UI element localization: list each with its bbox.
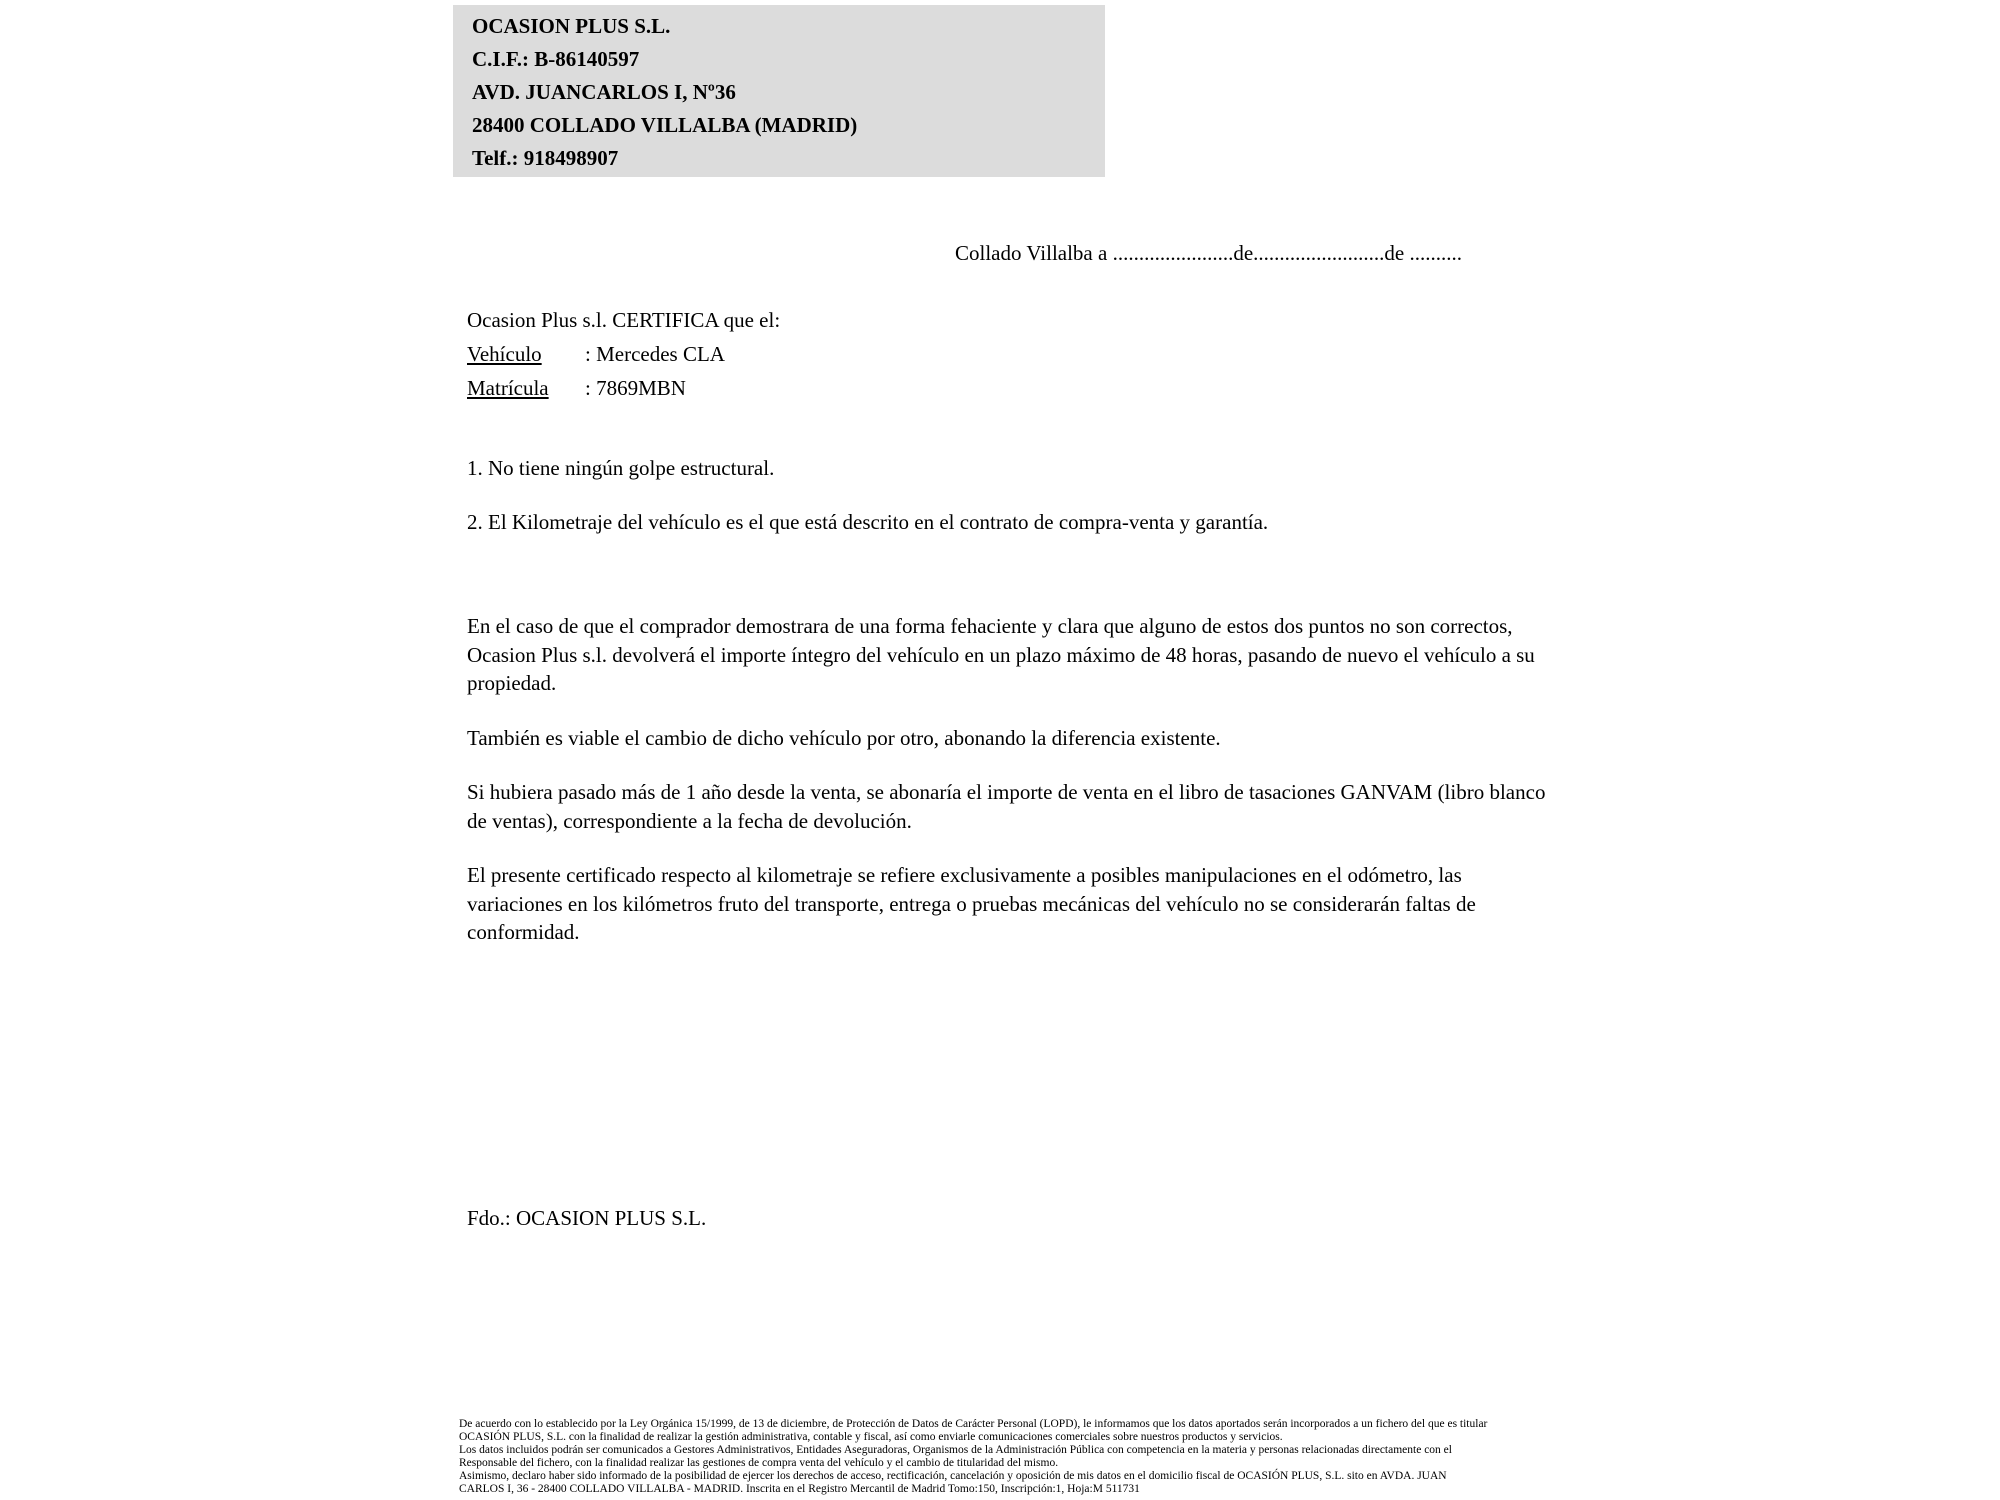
certify-intro: Ocasion Plus s.l. CERTIFICA que el: — [467, 308, 781, 332]
company-address: AVD. JUANCARLOS I, Nº36 — [472, 80, 736, 104]
paragraph-exchange: También es viable el cambio de dicho vehículo por otro, abonando la diferencia existente. — [467, 725, 1221, 750]
plate-row — [467, 371, 780, 405]
date-place-line: Collado Villalba a .......................de.........................de .......... — [955, 241, 1462, 265]
certified-point-1: 1. No tiene ningún golpe estructural. — [467, 456, 775, 480]
legal-line: CARLOS I, 36 - 28400 COLLADO VILLALBA - MADRID. Inscrita en el Registro Mercantil de Madrid Tomo:150, Inscripción:1, Hoja:M 511731 — [459, 1483, 1140, 1495]
vehicle-row — [467, 337, 780, 371]
vehicle-value: : Mercedes CLA — [585, 342, 725, 366]
company-cif: C.I.F.: B-86140597 — [472, 47, 640, 71]
company-phone: Telf.: 918498907 — [472, 146, 619, 170]
legal-line: OCASIÓN PLUS, S.L. con la finalidad de realizar la gestión administrativa, contable y fiscal, así como enviarle comunicaciones comerciales sobre nuestros productos y servicios. — [459, 1431, 1283, 1443]
legal-fine-print — [459, 1418, 1487, 1496]
signature-line: Fdo.: OCASION PLUS S.L. — [467, 1206, 707, 1230]
legal-line: De acuerdo con lo establecido por la Ley Orgánica 15/1999, de 13 de diciembre, de Protección de Datos de Carácter Personal (LOPD), le informamos que los datos aportados serán incorporados a un fichero del que es titular — [459, 1418, 1488, 1430]
paragraph-odometer: El presente certificado respecto al kilometraje se refiere exclusivamente a posibles manipulaciones en el odómetro, las variaciones en los kilómetros fruto del transporte, entrega o pruebas mecánicas del vehículo no se considerarán faltas de conformidad. — [467, 863, 1476, 944]
plate-label: Matrícula — [467, 376, 549, 400]
terms-paragraphs — [467, 612, 1549, 973]
company-city: 28400 COLLADO VILLALBA (MADRID) — [472, 113, 858, 137]
paragraph-ganvam: Si hubiera pasado más de 1 año desde la venta, se abonaría el importe de venta en el libro de tasaciones GANVAM (libro blanco de ventas), correspondiente a la fecha de devolución. — [467, 780, 1546, 833]
company-name: OCASION PLUS S.L. — [472, 14, 671, 38]
legal-line: Responsable del fichero, con la finalidad realizar las gestiones de compra venta del vehículo y el cambio de titularidad del mismo. — [459, 1457, 1059, 1469]
plate-value: : 7869MBN — [585, 376, 686, 400]
vehicle-label: Vehículo — [467, 342, 542, 366]
paragraph-refund: En el caso de que el comprador demostrara de una forma fehaciente y clara que alguno de estos dos puntos no son correctos, Ocasion Plus s.l. devolverá el importe íntegro del vehículo en un plazo máximo de 48 horas, pasando de nuevo el vehículo a su propiedad. — [467, 614, 1535, 695]
company-header-box — [453, 5, 1105, 177]
certified-point-2: 2. El Kilometraje del vehículo es el que está descrito en el contrato de compra-venta y garantía. — [467, 510, 1269, 534]
legal-line: Los datos incluidos podrán ser comunicados a Gestores Administrativos, Entidades Aseguradoras, Organismos de la Administración Pública con competencia en la materia y personas relacionadas directamente con el — [459, 1444, 1452, 1456]
certification-block — [467, 303, 780, 405]
legal-line: Asimismo, declaro haber sido informado de la posibilidad de ejercer los derechos de acceso, rectificación, cancelación y oposición de mis datos en el domicilio fiscal de OCASIÓN PLUS, S.L. sito en AVDA. JUAN — [459, 1470, 1447, 1482]
